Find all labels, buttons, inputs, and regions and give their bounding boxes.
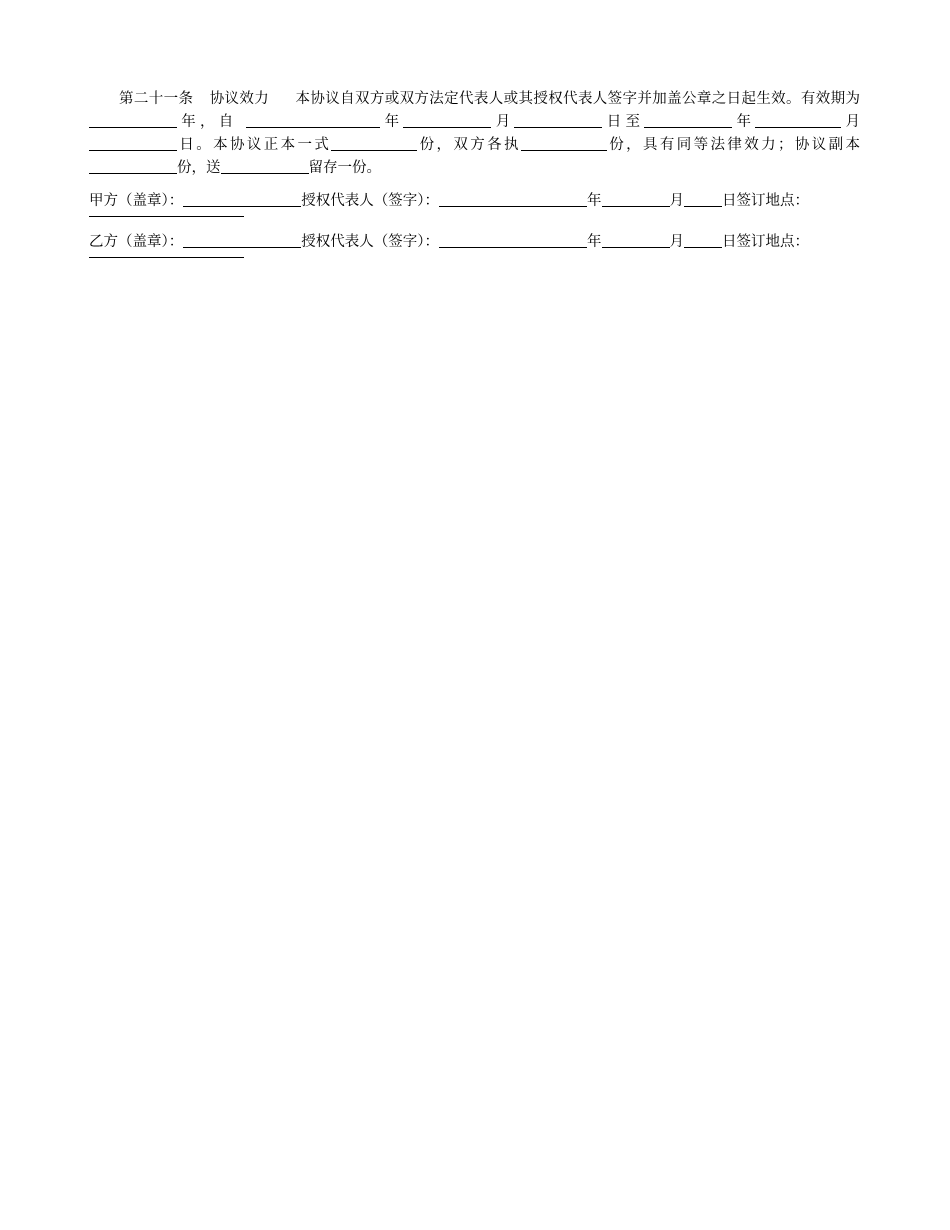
article-text-12: 留存一份。 bbox=[308, 160, 381, 176]
duplicate-copies-blank[interactable] bbox=[89, 172, 177, 174]
party-a-rep-blank[interactable] bbox=[439, 205, 587, 207]
party-a-signature-line bbox=[89, 191, 860, 211]
article-text-10: 份，具有同等法律效力；协议副本 bbox=[606, 137, 860, 153]
party-b-seal-blank[interactable] bbox=[183, 246, 301, 248]
end-day-blank[interactable] bbox=[89, 149, 177, 151]
article-text-3: 年 bbox=[380, 114, 404, 130]
article-text-4: 月 bbox=[491, 114, 515, 130]
article-text-6: 年 bbox=[732, 114, 756, 130]
start-day-blank[interactable] bbox=[514, 126, 602, 128]
article-text-2: 年，自 bbox=[177, 114, 238, 130]
party-a-month-blank[interactable] bbox=[602, 205, 670, 207]
party-b-place-blank[interactable] bbox=[89, 256, 244, 258]
party-b-day-place-label: 日签订地点： bbox=[722, 234, 809, 250]
article-text-8: 日。本协议正本一式 bbox=[177, 137, 332, 153]
validity-years-blank[interactable] bbox=[89, 126, 177, 128]
start-year-blank[interactable] bbox=[246, 126, 380, 128]
article-text-1: 本协议自双方或双方法定代表人或其授权代表人签字并加盖公章之日起生效。有效期为 bbox=[295, 91, 861, 107]
article-text-7: 月 bbox=[841, 114, 861, 130]
party-b-month-blank[interactable] bbox=[602, 246, 670, 248]
recipient-blank[interactable] bbox=[221, 172, 309, 174]
party-a-label: 甲方（盖章）： bbox=[89, 193, 184, 209]
party-a-day-place-label: 日签订地点： bbox=[722, 193, 809, 209]
article-number: 第二十一条 bbox=[119, 91, 194, 107]
original-copies-blank[interactable] bbox=[331, 149, 417, 151]
each-party-copies-blank[interactable] bbox=[521, 149, 607, 151]
end-year-blank[interactable] bbox=[644, 126, 732, 128]
party-b-label: 乙方（盖章）： bbox=[89, 234, 184, 250]
party-a-month-label: 月 bbox=[669, 193, 684, 209]
party-b-day-blank[interactable] bbox=[684, 246, 722, 248]
party-a-seal-blank[interactable] bbox=[183, 205, 301, 207]
party-b-year-label: 年 bbox=[587, 234, 602, 250]
article-21-paragraph bbox=[89, 88, 860, 180]
party-b-month-label: 月 bbox=[669, 234, 684, 250]
party-a-day-blank[interactable] bbox=[684, 205, 722, 207]
start-month-blank[interactable] bbox=[403, 126, 491, 128]
end-month-blank[interactable] bbox=[755, 126, 841, 128]
signature-block bbox=[89, 191, 860, 258]
party-a-rep-label: 授权代表人（签字）： bbox=[301, 193, 439, 209]
article-text-9: 份，双方各执 bbox=[417, 137, 521, 153]
article-text-5: 日至 bbox=[602, 114, 645, 130]
party-a-place-blank[interactable] bbox=[89, 215, 244, 217]
party-b-rep-label: 授权代表人（签字）： bbox=[301, 234, 439, 250]
article-text-11: 份，送 bbox=[177, 160, 221, 176]
party-b-signature-line bbox=[89, 232, 860, 252]
party-a-year-label: 年 bbox=[587, 193, 602, 209]
document-content bbox=[89, 88, 860, 273]
article-title: 协议效力 bbox=[209, 91, 270, 107]
party-b-rep-blank[interactable] bbox=[439, 246, 587, 248]
